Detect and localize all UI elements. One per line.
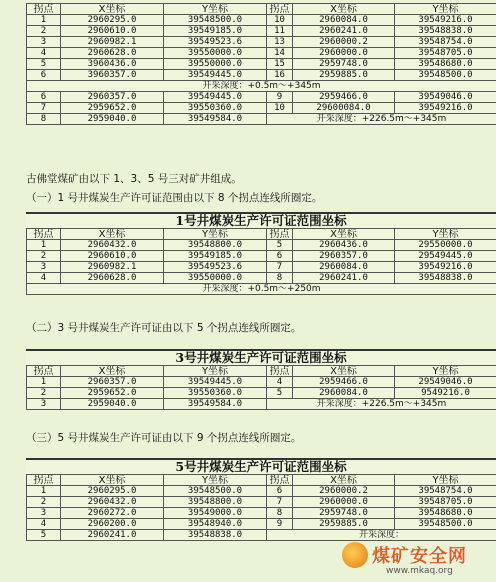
- table-row: [27, 59, 496, 70]
- header-point: 拐点: [267, 229, 293, 240]
- table-title-mine-1: 1号井煤炭生产许可证范围坐标: [26, 212, 496, 229]
- header-y: Y坐标: [164, 366, 267, 377]
- cell: 2960610.0: [61, 251, 164, 262]
- cell: 16: [267, 70, 293, 81]
- cell: 29600084.0: [293, 103, 395, 114]
- header-x: X坐标: [293, 475, 395, 486]
- cell: 39549445.0: [164, 377, 267, 388]
- cell: 9: [267, 519, 293, 530]
- table-note-row: [27, 81, 496, 92]
- cell: 39550000.0: [164, 59, 267, 70]
- cell: 4: [27, 48, 61, 59]
- cell: 39548680.0: [395, 508, 496, 519]
- cell: 4: [27, 273, 61, 284]
- cell: 2959748.0: [293, 508, 395, 519]
- mining-depth-note: 开采深度：+0.5m～+345m: [27, 81, 496, 92]
- cell: 1: [27, 377, 61, 388]
- cell: 15: [267, 59, 293, 70]
- cell: 39548500.0: [395, 519, 496, 530]
- table-header-row: [27, 4, 496, 15]
- cell: 6: [267, 251, 293, 262]
- site-watermark: [342, 540, 492, 580]
- header-y: Y坐标: [164, 475, 267, 486]
- cell: 39549584.0: [164, 399, 267, 410]
- watermark-text: 煤矿安全网: [372, 546, 467, 567]
- cell: 39550000.0: [164, 273, 267, 284]
- cell: 29549445.0: [395, 251, 496, 262]
- table-row: [27, 15, 496, 26]
- cell: 2960436.0: [293, 240, 395, 251]
- coordinates-table-mine-5: [26, 474, 496, 541]
- cell: 2960432.0: [61, 497, 164, 508]
- cell: 2960295.0: [61, 486, 164, 497]
- cell: 39550000.0: [164, 48, 267, 59]
- header-point: 拐点: [27, 4, 61, 15]
- cell: 4: [267, 377, 293, 388]
- cell: 2960084.0: [293, 262, 395, 273]
- header-point: 拐点: [27, 475, 61, 486]
- mining-depth-note: 开采深度：: [267, 530, 496, 541]
- header-y: Y坐标: [164, 229, 267, 240]
- cell: 39548500.0: [164, 486, 267, 497]
- cell: 2960357.0: [293, 251, 395, 262]
- header-x: X坐标: [293, 229, 395, 240]
- header-x: X坐标: [61, 366, 164, 377]
- cell: 4: [27, 519, 61, 530]
- cell: 39548705.0: [395, 497, 496, 508]
- cell: 39548838.0: [395, 26, 496, 37]
- table-row: [27, 519, 496, 530]
- cell: 2960084.0: [293, 388, 395, 399]
- cell: 1: [27, 486, 61, 497]
- cell: 9: [267, 92, 293, 103]
- cell: 39549523.6: [164, 37, 267, 48]
- header-point: 拐点: [267, 475, 293, 486]
- cell: 2960000.2: [293, 486, 395, 497]
- cell: 5: [27, 530, 61, 541]
- cell: 39548754.0: [395, 37, 496, 48]
- cell: 6: [27, 70, 61, 81]
- coordinates-table-overall: [26, 3, 496, 125]
- cell: 39549216.0: [395, 15, 496, 26]
- cell: 6: [27, 92, 61, 103]
- cell: 8: [267, 508, 293, 519]
- cell: 2959040.0: [61, 114, 164, 125]
- cell: 3960436.0: [61, 59, 164, 70]
- header-y: Y坐标: [395, 229, 496, 240]
- cell: 2959748.0: [293, 59, 395, 70]
- cell: 2960982.1: [61, 37, 164, 48]
- table-row: [27, 486, 496, 497]
- table-row: [27, 497, 496, 508]
- cell: 2960084.0: [293, 15, 395, 26]
- cell: 5: [267, 240, 293, 251]
- cell: 39548800.0: [164, 240, 267, 251]
- cell: 2959466.0: [293, 92, 395, 103]
- cell: 2959466.0: [293, 377, 395, 388]
- header-x: X坐标: [293, 366, 395, 377]
- cell: 3960357.0: [61, 70, 164, 81]
- cell: 2960241.0: [293, 273, 395, 284]
- cell: 2960241.0: [61, 530, 164, 541]
- cell: 39548940.0: [164, 519, 267, 530]
- header-y: Y坐标: [164, 4, 267, 15]
- cell: 2960000.0: [293, 497, 395, 508]
- cell: 2960000.2: [293, 37, 395, 48]
- cell: 39549584.0: [164, 114, 267, 125]
- header-point: 拐点: [27, 229, 61, 240]
- cell: 29550000.0: [395, 240, 496, 251]
- cell: 1: [27, 240, 61, 251]
- cell: 39548754.0: [395, 486, 496, 497]
- table-title-mine-5: 5号井煤炭生产许可证范围坐标: [26, 458, 496, 475]
- cell: 2: [27, 497, 61, 508]
- mining-depth-note: 开采深度：+0.5m～+250m: [27, 284, 496, 295]
- table-header-row: [27, 475, 496, 486]
- cell: 2960295.0: [61, 15, 164, 26]
- mining-depth-note: 开采深度：+226.5m～+345m: [267, 399, 496, 410]
- table-row: [27, 48, 496, 59]
- cell: 3: [27, 37, 61, 48]
- cell: 5: [27, 59, 61, 70]
- site-logo-icon: [342, 542, 368, 568]
- table-row: [27, 114, 496, 125]
- table-row: [27, 377, 496, 388]
- header-x: X坐标: [61, 475, 164, 486]
- table-row: [27, 26, 496, 37]
- header-point: 拐点: [267, 366, 293, 377]
- cell: 2960200.0: [61, 519, 164, 530]
- cell: 39549216.0: [395, 103, 496, 114]
- cell: 39548838.0: [164, 530, 267, 541]
- cell: 2960000.0: [293, 48, 395, 59]
- table-row: [27, 37, 496, 48]
- table-row: [27, 240, 496, 251]
- cell: 3: [27, 508, 61, 519]
- cell: 2960272.0: [61, 508, 164, 519]
- table-row: [27, 530, 496, 541]
- cell: 29549046.0: [395, 377, 496, 388]
- cell: 39550360.0: [164, 103, 267, 114]
- header-y: Y坐标: [395, 366, 496, 377]
- cell: 6: [267, 486, 293, 497]
- watermark-url: www.mkaq.org: [386, 566, 453, 576]
- table-note-row: [27, 284, 496, 295]
- cell: 2959885.0: [293, 519, 395, 530]
- header-x: X坐标: [61, 229, 164, 240]
- cell: 9549216.0: [395, 388, 496, 399]
- coordinates-table-mine-3: [26, 365, 496, 410]
- cell: 39549046.0: [395, 92, 496, 103]
- cell: 2960357.0: [61, 92, 164, 103]
- cell: 2960628.0: [61, 48, 164, 59]
- cell: 39548500.0: [164, 15, 267, 26]
- cell: 8: [267, 273, 293, 284]
- cell: 2960241.0: [293, 26, 395, 37]
- table-title-mine-3: 3号井煤炭生产许可证范围坐标: [26, 349, 496, 366]
- cell: 2: [27, 26, 61, 37]
- table-row: [27, 70, 496, 81]
- cell: 39549000.0: [164, 508, 267, 519]
- cell: 3: [27, 262, 61, 273]
- cell: 2960982.1: [61, 262, 164, 273]
- cell: 39549523.6: [164, 262, 267, 273]
- cell: 2959652.0: [61, 388, 164, 399]
- header-x: X坐标: [61, 4, 164, 15]
- cell: 5: [267, 388, 293, 399]
- cell: 11: [267, 26, 293, 37]
- header-x: X坐标: [293, 4, 395, 15]
- cell: 39550360.0: [164, 388, 267, 399]
- cell: 2959040.0: [61, 399, 164, 410]
- cell: 2: [27, 251, 61, 262]
- cell: 10: [267, 103, 293, 114]
- section-2-paragraph: （二）3 号井煤炭生产许可证由以下 5 个拐点连线所圈定。: [26, 322, 302, 334]
- cell: 39548705.0: [395, 48, 496, 59]
- cell: 39548800.0: [164, 497, 267, 508]
- header-point: 拐点: [27, 366, 61, 377]
- table-row: [27, 399, 496, 410]
- cell: 39548838.0: [395, 273, 496, 284]
- cell: 2960357.0: [61, 377, 164, 388]
- table-header-row: [27, 229, 496, 240]
- table-row: [27, 508, 496, 519]
- cell: 2960628.0: [61, 273, 164, 284]
- cell: 2960432.0: [61, 240, 164, 251]
- cell: 39549185.0: [164, 251, 267, 262]
- coordinates-table-mine-1: [26, 228, 496, 295]
- cell: 2959652.0: [61, 103, 164, 114]
- cell: 13: [267, 37, 293, 48]
- cell: 39549445.0: [164, 92, 267, 103]
- cell: 7: [267, 262, 293, 273]
- cell: 2: [27, 388, 61, 399]
- cell: 39548680.0: [395, 59, 496, 70]
- section-1-paragraph: （一）1 号井煤炭生产许可证范围由以下 8 个拐点连线所圈定。: [26, 192, 323, 204]
- cell: 7: [267, 497, 293, 508]
- header-y: Y坐标: [395, 475, 496, 486]
- cell: 39549216.0: [395, 262, 496, 273]
- header-y: Y坐标: [395, 4, 496, 15]
- cell: 2959885.0: [293, 70, 395, 81]
- intro-paragraph: 古佛堂煤矿由以下 1、3、5 号三对矿井组成。: [26, 173, 242, 185]
- cell: 1: [27, 15, 61, 26]
- cell: 14: [267, 48, 293, 59]
- table-row: [27, 92, 496, 103]
- cell: 3: [27, 399, 61, 410]
- cell: 2960610.0: [61, 26, 164, 37]
- cell: 39549185.0: [164, 26, 267, 37]
- table-row: [27, 251, 496, 262]
- mining-depth-note: 开采深度：+226.5m～+345m: [267, 114, 496, 125]
- table-header-row: [27, 366, 496, 377]
- cell: 39549445.0: [164, 70, 267, 81]
- cell: 7: [27, 103, 61, 114]
- cell: 39548500.0: [395, 70, 496, 81]
- section-3-paragraph: （三）5 号井煤炭生产许可证由以下 9 个拐点连线所圈定。: [26, 432, 302, 444]
- cell: 8: [27, 114, 61, 125]
- table-row: [27, 262, 496, 273]
- table-row: [27, 388, 496, 399]
- header-point: 拐点: [267, 4, 293, 15]
- cell: 10: [267, 15, 293, 26]
- table-row: [27, 103, 496, 114]
- table-row: [27, 273, 496, 284]
